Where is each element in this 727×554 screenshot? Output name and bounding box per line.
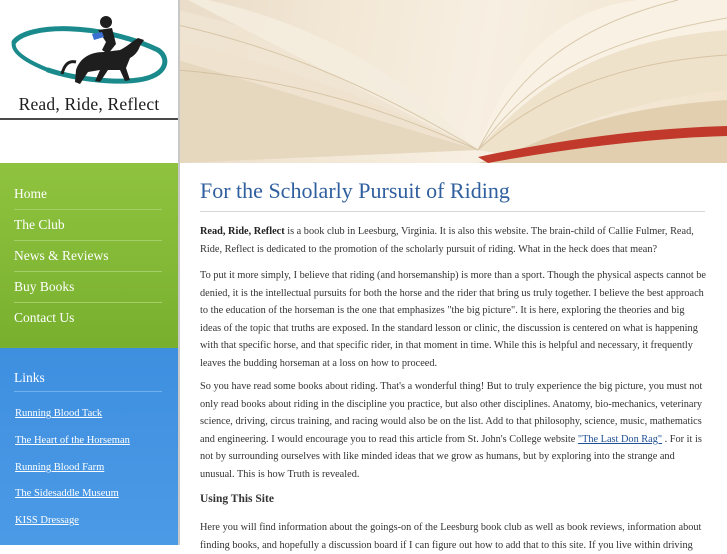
links-divider	[14, 391, 162, 392]
header-book-image	[178, 0, 727, 163]
column-divider	[178, 0, 180, 545]
intro-bold-name: Read, Ride, Reflect	[200, 226, 285, 237]
intro-paragraph	[200, 223, 708, 258]
horse-rider-logo-icon	[8, 10, 172, 94]
nav-item-contact-us[interactable]: Contact Us	[14, 310, 75, 325]
link-sidesaddle-museum[interactable]: The Sidesaddle Museum	[15, 488, 119, 499]
nav-item-news-reviews[interactable]: News & Reviews	[14, 248, 109, 263]
links-heading: Links	[14, 370, 45, 385]
last-don-rag-link[interactable]: "The Last Don Rag"	[577, 433, 663, 445]
links-panel	[0, 348, 178, 545]
reading-paragraph	[200, 378, 708, 483]
link-kiss-dressage[interactable]: KISS Dressage	[15, 515, 79, 526]
site-logo[interactable]	[0, 0, 178, 163]
sidebar	[0, 0, 178, 545]
title-divider	[200, 211, 705, 212]
reading-text-b: . For it is not by surrounding ourselves with like minded ideas that we grow as humans, but by exploring into the strange and unusual. This is how Truth is revealed.	[200, 433, 702, 480]
logo-text: Read, Ride, Reflect	[18, 94, 160, 114]
link-running-blood-farm[interactable]: Running Blood Farm	[15, 462, 105, 473]
reading-text-a: So you have read some books about riding. That's a wonderful thing! But to truly experience the big picture, you must not only read books about riding in the discipline you practice, but also other disciplines. Anatomy, bio-mechanics, veterinary science, driving, circus training, and racing would also be on the list. Add to that philosophy, science, music, mathematics and engineering. I would encourage you to read this article from St. John's College website	[200, 381, 703, 445]
open-book-icon	[178, 0, 727, 163]
page-title: For the Scholarly Pursuit of Riding	[200, 178, 510, 203]
logo-divider	[0, 118, 178, 120]
philosophy-paragraph: To put it more simply, I believe that riding (and horsemanship) is more than a sport. Though the physical aspects cannot be denied, it is the intellectual pursuits for both the horse and the rider that bring us truly together. I believe the best approach to the education of the horseman is the one that emphasizes "the big picture". It is here, exploring the theories and big ideas of the topic that truths are exposed. In the standard lesson or clinic, the discussion is centered on what is happening with that specific horse, and that specific rider, in that moment in time. While this is helpful and necessary, it frequently leaves the budding horseman at a loss on how to proceed.	[200, 270, 706, 369]
nav-item-home[interactable]: Home	[14, 186, 47, 201]
link-heart-of-the-horseman[interactable]: The Heart of the Horseman	[15, 435, 130, 446]
link-running-blood-tack[interactable]: Running Blood Tack	[15, 408, 103, 419]
nav-item-the-club[interactable]: The Club	[14, 217, 65, 232]
main-navigation	[0, 163, 178, 348]
using-site-paragraph: Here you will find information about the goings-on of the Leesburg book club as well as book reviews, information about finding books, and hopefully a discussion board if I can figure out how to add that to this site. If you live within driving	[200, 522, 702, 551]
intro-text: is a book club in Leesburg, Virginia. It is also this website. The brain-child of Callie Fulmer, Read, Ride, Reflect is dedicated to the promotion of the scholarly pursuit of riding. What in the heck does that mean?	[200, 226, 694, 255]
nav-item-buy-books[interactable]: Buy Books	[14, 279, 75, 294]
section-heading-using-site: Using This Site	[200, 493, 274, 505]
